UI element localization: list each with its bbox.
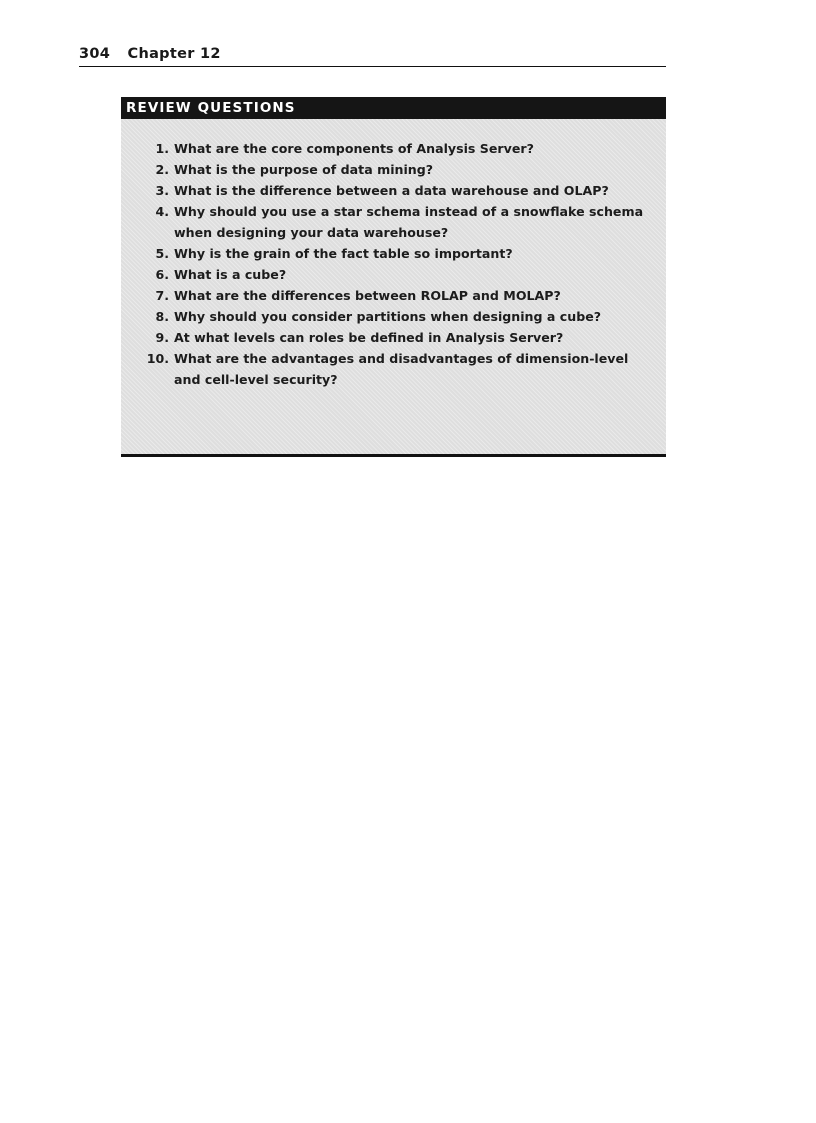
question-text: Why should you use a star schema instead of a snowflake schema when designing your data warehouse? [174,204,644,240]
question-item [121,243,666,264]
question-text: What are the advantages and disadvantages of dimension-level and cell-level security? [174,351,629,387]
question-text: What is the purpose of data mining? [174,162,434,177]
review-questions-title: REVIEW QUESTIONS [126,100,296,116]
question-text: Why should you consider partitions when designing a cube? [174,309,602,324]
question-item [121,327,666,348]
question-text: Why is the grain of the fact table so important? [174,246,513,261]
question-number: 6. [155,267,169,282]
question-item [121,285,666,306]
question-number: 2. [155,162,169,177]
chapter-title: Chapter 12 [127,46,221,62]
question-number: 7. [155,288,169,303]
question-number: 1. [155,141,169,156]
question-number: 5. [155,246,169,261]
question-item [121,306,666,327]
question-number: 3. [155,183,169,198]
question-item [121,264,666,285]
question-item [121,180,666,201]
question-text: What is the difference between a data warehouse and OLAP? [174,183,609,198]
question-text: What are the differences between ROLAP and MOLAP? [174,288,561,303]
question-number: 10. [146,351,169,366]
question-item [121,138,666,159]
review-questions-box [121,97,666,457]
question-number: 4. [155,204,169,219]
question-item [121,159,666,180]
question-number: 8. [155,309,169,324]
question-text: At what levels can roles be defined in Analysis Server? [174,330,564,345]
question-item [121,201,666,243]
question-text: What are the core components of Analysis Server? [174,141,534,156]
question-text: What is a cube? [174,267,287,282]
question-list [121,138,666,390]
running-head [79,44,666,67]
page-number: 304 [79,46,111,62]
question-number: 9. [155,330,169,345]
review-questions-header [121,97,666,119]
question-item [121,348,666,390]
